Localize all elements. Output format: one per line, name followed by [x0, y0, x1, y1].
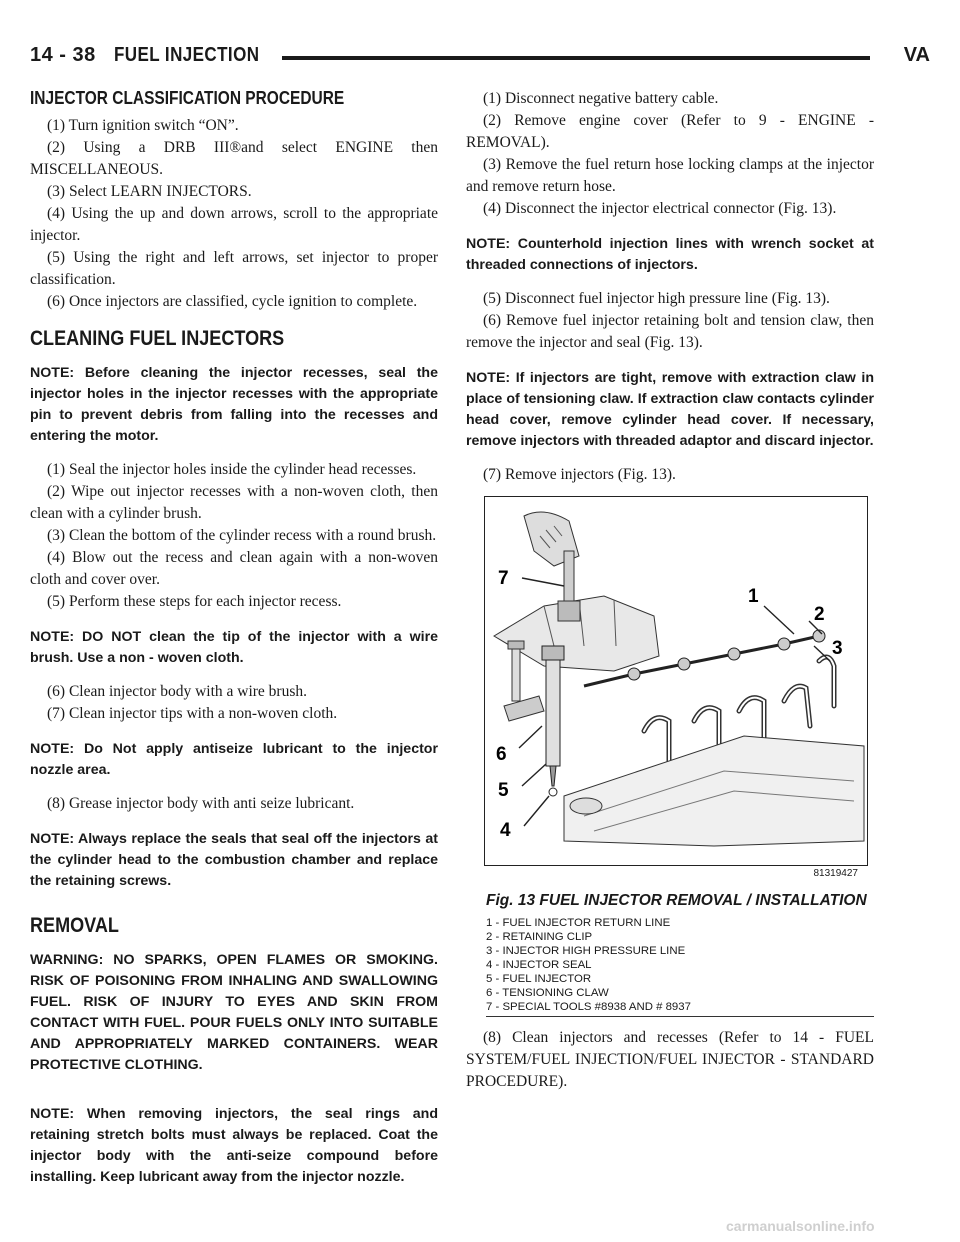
- callout-4: 4: [500, 820, 511, 841]
- step-text: (3) Clean the bottom of the cylinder recess with a round brush.: [47, 527, 437, 544]
- step-text: (5) Disconnect fuel injector high pressure line (Fig. 13).: [483, 290, 830, 307]
- figure-13: [466, 496, 874, 884]
- removal-note-3: NOTE: If injectors are tight, remove with extraction claw in place of tensioning claw. If extraction claw contacts cylinder head cover, remove cylinder head cover. If necessary, remove injectors with threaded adaptor and discard injector.: [466, 370, 874, 449]
- step-text: (2) Remove engine cover (Refer to 9 - ENGINE - REMOVAL).: [466, 112, 874, 151]
- step-text: (6) Once injectors are classified, cycle ignition to complete.: [47, 293, 418, 310]
- step-text: (3) Select LEARN INJECTORS.: [47, 183, 252, 200]
- cleaning-note-3: NOTE: Do Not apply antiseize lubricant to the injector nozzle area.: [30, 741, 438, 778]
- cleaning-steps-2: [30, 681, 438, 725]
- callout-7: 7: [498, 568, 509, 589]
- step-text: (3) Remove the fuel return hose locking clamps at the injector and remove return hose.: [466, 156, 874, 195]
- step-text: (4) Blow out the recess and clean again with a non-woven cloth and cover over.: [30, 549, 438, 588]
- left-column: [30, 88, 438, 1188]
- step-text: (4) Using the up and down arrows, scroll to the appropriate injector.: [30, 205, 438, 244]
- step-text: (8) Grease injector body with anti seize lubricant.: [47, 795, 355, 812]
- classification-steps: [30, 115, 438, 313]
- callout-5: 5: [498, 780, 509, 801]
- removal-steps-3: [466, 464, 874, 486]
- step-text: (8) Clean injectors and recesses (Refer to 14 - FUEL SYSTEM/FUEL INJECTION/FUEL INJECTOR - STANDARD PROCEDURE).: [466, 1029, 874, 1090]
- figure-caption: Fig. 13 FUEL INJECTOR REMOVAL / INSTALLATION: [486, 892, 867, 909]
- callout-1: 1: [748, 586, 759, 607]
- legend-item: 5 - FUEL INJECTOR: [486, 973, 592, 985]
- legend-item: 3 - INJECTOR HIGH PRESSURE LINE: [486, 945, 686, 957]
- step-text: (6) Remove fuel injector retaining bolt and tension claw, then remove the injector and seal (Fig. 13).: [466, 312, 874, 351]
- legend-item: 6 - TENSIONING CLAW: [486, 987, 609, 999]
- cleaning-steps-1: [30, 459, 438, 613]
- cleaning-note-4: NOTE: Always replace the seals that seal off the injectors at the cylinder head to the combustion chamber and replace the retaining screws.: [30, 831, 438, 889]
- step-text: (1) Seal the injector holes inside the cylinder head recesses.: [47, 461, 417, 478]
- legend-item: 1 - FUEL INJECTOR RETURN LINE: [486, 917, 671, 929]
- removal-note-2: NOTE: Counterhold injection lines with wrench socket at threaded connections of injectors.: [466, 236, 874, 273]
- right-column: [466, 88, 874, 1093]
- section-title: FUEL INJECTION: [113, 44, 260, 66]
- header-rule: [282, 56, 870, 60]
- removal-warning: WARNING: NO SPARKS, OPEN FLAMES OR SMOKING. RISK OF POISONING FROM INHALING AND SWALLOWING FUEL. RISK OF INJURY TO EYES AND SKIN FROM CONTACT WITH FUEL. POUR FUELS ONLY INTO SUITABLE AND APPROPRIATELY MARKED CONTAINERS. WEAR PROTECTIVE CLOTHING.: [30, 952, 438, 1073]
- callout-3: 3: [832, 638, 843, 659]
- legend-item: 4 - INJECTOR SEAL: [486, 959, 592, 971]
- removal-steps-4: [466, 1027, 874, 1093]
- page-header: [30, 44, 930, 74]
- removal-steps-2: [466, 288, 874, 354]
- classification-title: INJECTOR CLASSIFICATION PROCEDURE: [30, 88, 345, 108]
- removal-note-1: NOTE: When removing injectors, the seal rings and retaining stretch bolts must always be replaced. Coat the injector body with the anti-seize compound before installing. Keep lubricant away from the injector nozzle.: [30, 1106, 438, 1185]
- removal-steps-1: [466, 88, 874, 220]
- callout-6: 6: [496, 744, 507, 765]
- injector-illustration: [484, 496, 868, 866]
- cleaning-note-2: NOTE: DO NOT clean the tip of the injector with a wire brush. Use a non - woven cloth.: [30, 629, 438, 666]
- step-text: (4) Disconnect the injector electrical connector (Fig. 13).: [483, 200, 837, 217]
- cleaning-steps-3: [30, 793, 438, 815]
- cleaning-title: CLEANING FUEL INJECTORS: [30, 327, 285, 350]
- step-text: (6) Clean injector body with a wire brush.: [47, 683, 307, 700]
- step-text: (5) Using the right and left arrows, set injector to proper classification.: [30, 249, 438, 288]
- step-text: (7) Clean injector tips with a non-woven cloth.: [47, 705, 338, 722]
- step-text: (2) Wipe out injector recesses with a non-woven cloth, then clean with a cylinder brush.: [30, 483, 438, 522]
- watermark: carmanualsonline.info: [726, 1218, 875, 1234]
- callout-2: 2: [814, 604, 825, 625]
- legend-item: 2 - RETAINING CLIP: [486, 931, 593, 943]
- step-text: (5) Perform these steps for each injector recess.: [47, 593, 342, 610]
- step-text: (1) Turn ignition switch “ON”.: [47, 117, 239, 134]
- step-text: (1) Disconnect negative battery cable.: [483, 90, 719, 107]
- header-left: [30, 44, 285, 67]
- model-code: VA: [903, 44, 930, 66]
- figure-id: 81319427: [813, 868, 858, 879]
- removal-title: REMOVAL: [30, 914, 119, 937]
- cleaning-note-1: NOTE: Before cleaning the injector recesses, seal the injector holes in the injector recesses with the appropriate pin to prevent debris from falling into the recesses and entering the motor.: [30, 365, 438, 444]
- figure-legend: [486, 916, 874, 1017]
- legend-item: 7 - SPECIAL TOOLS #8938 AND # 8937: [486, 1001, 691, 1013]
- step-text: (7) Remove injectors (Fig. 13).: [483, 466, 676, 483]
- step-text: (2) Using a DRB III®and select ENGINE then MISCELLANEOUS.: [30, 139, 438, 178]
- page-number: 14 - 38: [30, 44, 96, 66]
